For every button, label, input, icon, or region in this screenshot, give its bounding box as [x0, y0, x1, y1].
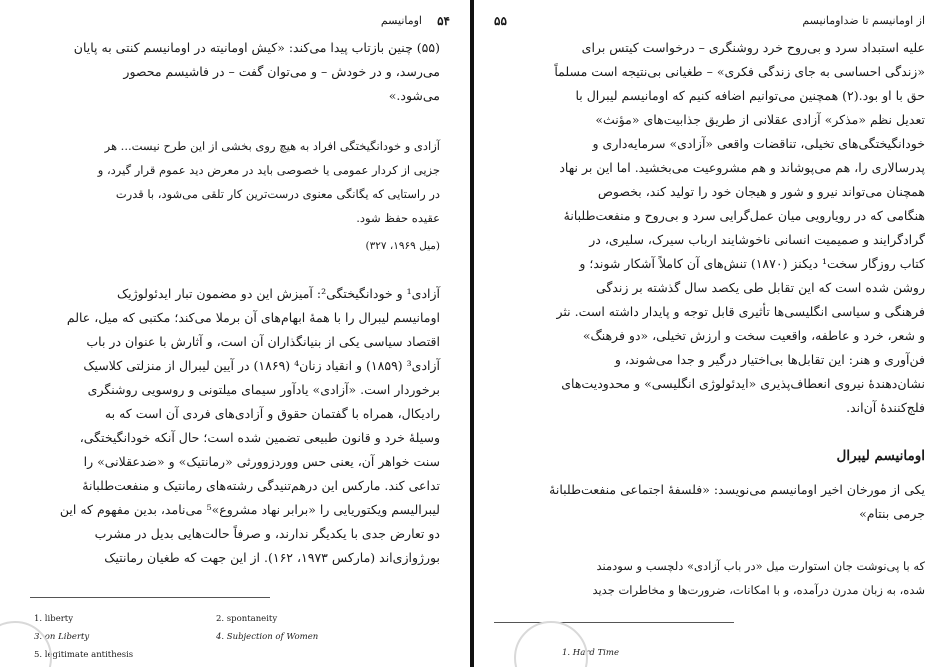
text-line: دو تعارض جدی با یکدیگر ندارند، و صرفاً حالت‌هایی بدیل در مشرب: [94, 526, 440, 541]
text-line: برخوردار است. «آزادی» یادآور سیمای میلتونی و روسویی روشنگری: [87, 382, 440, 397]
running-head: اومانیسم: [380, 14, 422, 27]
quote-line: جزیی از کردار عمومی یا خصوصی باید در معرض دید عموم قرار گیرد، و: [97, 163, 440, 177]
footnote: 4. Subjection of Women: [216, 632, 319, 642]
text-line: حق با او بود.(۲) همچنین می‌توانیم اضافه کنیم که اومانیسم لیبرال با: [575, 88, 925, 103]
footnote: 1. liberty: [34, 614, 74, 624]
text-line: و شعر، خرد و عاطفه، واقعیت سخت و ارزش تخیلی، «دو فرهنگ»: [582, 328, 925, 343]
text-line: جرمی بنتام»: [859, 506, 925, 521]
text-line: پدرسالاری را، هم می‌پوشاند و هم مشروعیت می‌بخشید. اما این بر نهاد: [559, 160, 925, 175]
text-line: آزادی¹ و خودانگیختگی²: آمیزش این دو مضمون تبار ایدئولوژیک: [116, 286, 440, 301]
footnote-rule: [494, 622, 734, 623]
page-number: ۵۴: [437, 14, 450, 28]
text-line: می‌رسد، و در خودش – و می‌توان گفت – در فاشیسم محصور: [123, 64, 440, 79]
right-page: [474, 0, 945, 667]
quote-line: در راستایی که یگانگی معنوی درست‌ترین کار تلقی می‌شود، با قدرت: [115, 187, 440, 201]
text-line: (۵۵) چنین بازتاب پیدا می‌کند: «کیش اومانیته در اومانیسم کنتی به پایان: [73, 40, 440, 55]
text-line: اومانیسم لیبرال را با همهٔ ابهام‌های آن برملا می‌کند؛ مکتبی که میل، عالم: [66, 310, 440, 325]
text-line: فرهنگی و سیاسی انگلیسی‌ها تأثیری قابل توجه و پایدار داشته است. نثر: [556, 304, 925, 319]
text-line: سنت خواهر آن، یعنی حس ووردزوورثی «رمانتیک» و «ضدعقلانی» را: [83, 454, 440, 469]
text-line: گرادگرایند و صمیمیت انسانی ناخوشایند ارباب سیرک، سلیری، در: [589, 232, 925, 247]
text-line: خودانگیختگی‌های تخیلی، تناقضات واقعی «آزادی» سرمایه‌داری و: [592, 136, 925, 151]
text-line: یکی از مورخان اخیر اومانیسم می‌نویسد: «فلسفهٔ اجتماعی منفعت‌طلبانهٔ: [549, 482, 925, 497]
footnote: 3. on Liberty: [34, 632, 90, 642]
seal-watermark: [514, 621, 588, 667]
text-line: فلج‌کنندهٔ آن‌اند.: [846, 400, 925, 415]
quote-line: عقیده حفظ شود.: [356, 211, 440, 225]
text-line: فن‌آوری و هنر: این تقابل‌ها بی‌اختیار درگیر و جدا می‌شوند، و: [614, 352, 925, 367]
section-heading: اومانیسم لیبرال: [836, 448, 925, 464]
text-line: رادیکال، همراه با گفتمان حقوق و آزادی‌های فردی آن است که به: [104, 406, 440, 421]
text-line: علیه استبداد سرد و بی‌روح خرد روشنگری – درخواست کیتس برای: [581, 40, 925, 55]
text-line: هنگامی که در رویارویی میان عمل‌گرایی سرد و بی‌روح و منفعت‌طلبانهٔ: [563, 208, 925, 223]
text-line: بورژوازی‌اند (مارکس ۱۹۷۳، ۱۶۲). از این جهت که طغیان رمانتیک: [104, 550, 440, 565]
text-line: وسیلهٔ خرد و قانون طبیعی تضمین شده است؛ حال آنکه خودانگیختگی،: [79, 430, 440, 445]
text-line: روشن شده است که این تقابل طی یکصد سال گذشته بر زندگی: [595, 280, 925, 295]
text-line: تعدیل نظم «مذکر» آزادی عقلانی از طریق جذابیت‌های «مؤنث»: [595, 112, 925, 127]
text-line: «زندگی احساسی به جای زندگی فکری» – طغیانی بی‌نتیجه است مسلماً: [554, 64, 925, 79]
footnote: 2. spontaneity: [216, 614, 278, 624]
text-line: نشان‌دهندهٔ نیروی انعطاف‌پذیری «ایدئولوژی انگلیسی» و محدودیت‌های: [561, 376, 925, 391]
running-head: از اومانیسم تا ضداومانیسم: [802, 14, 925, 27]
footnote: 5. legitimate antithesis: [34, 650, 134, 660]
citation: (میل ۱۹۶۹، ۳۲۷): [365, 240, 440, 252]
seal-watermark: [0, 621, 52, 667]
text-line: تداعی کند. مارکس این درهم‌تنیدگی رشته‌های رمانتیک و منفعت‌طلبانهٔ: [82, 478, 440, 493]
text-line: آزادی³ (۱۸۵۹) و انقیاد زنان⁴ (۱۸۶۹) در آیین لیبرال از منزلتی کلاسیک: [83, 358, 440, 373]
footnote-rule: [30, 597, 270, 598]
text-line: لیبرالیسم ویکتوریایی را «برابر نهاد مشروع»⁵ می‌نامد، بدین مفهوم که این: [59, 502, 440, 517]
quote-line: شده، به زبان مدرن درآمده، و با امکانات، ضرورت‌ها و مخاطرات جدید: [592, 583, 925, 597]
left-page: [0, 0, 470, 667]
quote-line: که با پی‌نوشت جان استوارت میل «در باب آزادی» دلچسب و سودمند: [596, 559, 925, 573]
text-line: اقتصاد سیاسی یکی از بنیانگذاران آن است، و آثارش با عنوان در باب: [86, 334, 440, 349]
text-line: همچنان می‌تواند نیرو و شور و هیجان خود را تولید کند، بخصوص: [597, 184, 925, 199]
page-number: ۵۵: [494, 14, 507, 28]
text-line: می‌شود.»: [388, 88, 440, 103]
left-page-header: [20, 14, 450, 32]
text-line: کتاب روزگار سخت¹ دیکنز (۱۸۷۰) تنش‌های آن کاملاً آشکار شوند؛ و: [579, 256, 925, 271]
quote-line: آزادی و خودانگیختگی افراد به هیچ روی بخشی از این طرح نیست... هر: [104, 139, 440, 153]
footnote: 1. Hard Time: [562, 648, 619, 658]
right-page-header: [494, 14, 925, 32]
